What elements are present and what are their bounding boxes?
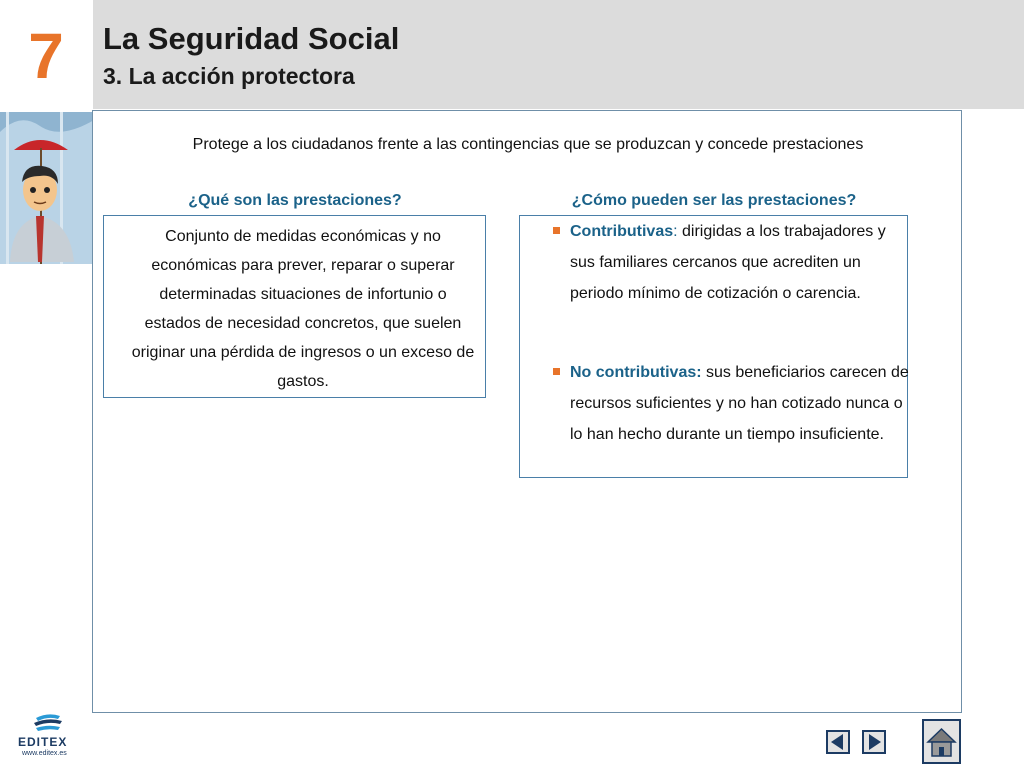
- intro-text: Protege a los ciudadanos frente a las contingencias que se produzcan y concede prestaciones: [192, 136, 864, 153]
- chapter-number: 7: [28, 20, 64, 92]
- page-title: La Seguridad Social: [103, 21, 400, 56]
- right-column-heading: ¿Cómo pueden ser las prestaciones?: [571, 192, 857, 209]
- left-column-heading: ¿Qué son las prestaciones?: [188, 192, 402, 209]
- list-item: [552, 357, 915, 450]
- bullet-term: Contributivas: [570, 223, 674, 240]
- bullet-term-separator: :: [673, 223, 678, 240]
- next-arrow-icon: [864, 732, 884, 752]
- bullet-term: No contributivas:: [570, 364, 702, 381]
- bullet-text: sus beneficiarios carecen de recursos suficientes y no han cotizado nunca o lo han hecho durante un tiempo insuficiente.: [570, 364, 909, 443]
- logo-text: EDITEX: [18, 735, 68, 749]
- logo-url: www.editex.es: [22, 750, 67, 757]
- previous-slide-button[interactable]: [826, 730, 850, 754]
- umbrella-man-illustration: [0, 112, 94, 264]
- definition-text: Conjunto de medidas económicas y no económicas para prever, reparar o superar determinadas situaciones de infortunio o estados de necesidad concretos, que suelen originar una pérdida de ingresos o un exceso de gastos.: [131, 228, 475, 390]
- next-slide-button[interactable]: [862, 730, 886, 754]
- list-item: [552, 216, 915, 309]
- prev-arrow-icon: [828, 732, 848, 752]
- home-icon: [924, 721, 959, 762]
- bullet-text: dirigidas a los trabajadores y sus familiares cercanos que acrediten un periodo mínimo de cotización o carencia.: [570, 223, 886, 302]
- square-bullet-icon: [553, 368, 560, 375]
- home-button[interactable]: [922, 719, 961, 764]
- square-bullet-icon: [553, 227, 560, 234]
- section-subtitle: 3. La acción protectora: [103, 63, 355, 89]
